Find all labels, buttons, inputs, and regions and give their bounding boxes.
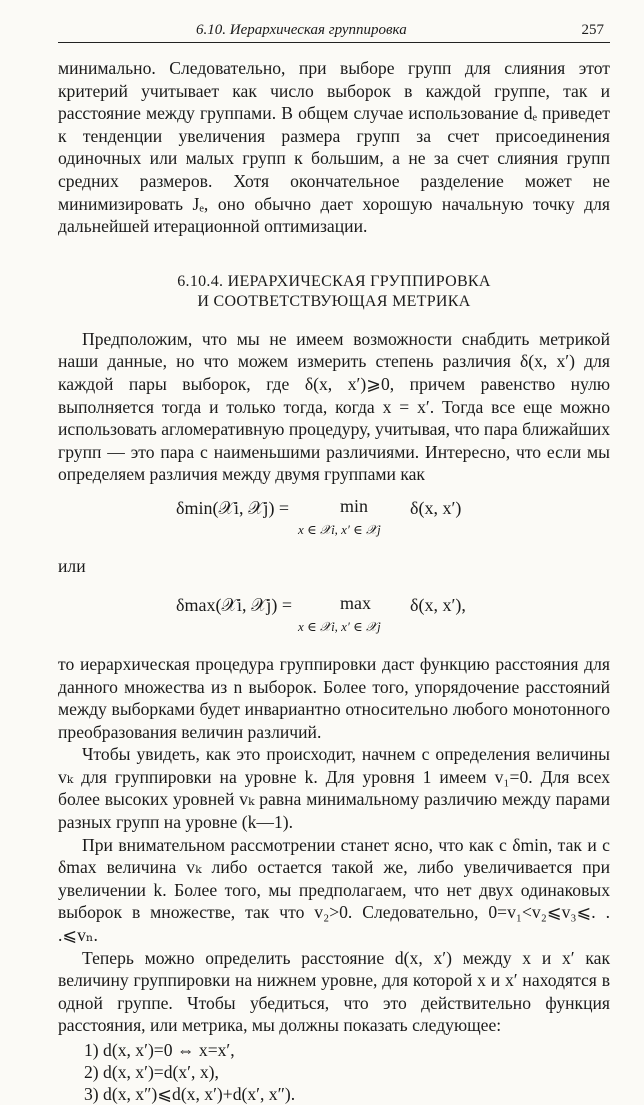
formula-min-operator: min xyxy=(340,495,369,516)
formula-max-operator: max xyxy=(340,592,371,613)
section-heading-line2: И СООТВЕТСТВУЮЩАЯ МЕТРИКА xyxy=(197,292,471,310)
list-item: 3) d(x, x″)⩽d(x, x′)+d(x′, x″). xyxy=(84,1084,296,1104)
list-item: 2) d(x, x′)=d(x′, x), xyxy=(84,1062,219,1082)
list-item: 1) d(x, x′)=0 ⇔ x=x′, xyxy=(84,1040,235,1060)
section-heading-line1: 6.10.4. ИЕРАРХИЧЕСКАЯ ГРУППИРОВКА xyxy=(177,272,491,290)
section-heading xyxy=(58,272,610,312)
paragraph-monotonic: При внимательном рассмотрении станет ясно, что как с δmin, так и с δmax величина vₖ либо остается такой же, либо увеличивается при увеличении k. Более того, мы предполагаем, что нет двух одинаковых выборок в множестве, так что v₂>0. Следовательно, 0=v₁<v₂⩽v₃⩽. . .⩽vₙ. xyxy=(58,834,610,946)
formula-min-rhs: δ(x, x′) xyxy=(410,497,462,518)
paragraph-levels: Чтобы увидеть, как это происходит, начнем с определения величины vₖ для группировки на уровне k. Для уровня 1 имеем v₁=0. Для всех более высоких уровней vₖ равна минимальному различию между парами разных групп на уровне (k—1). xyxy=(58,744,610,833)
formula-min-lhs: δmin(𝒳i, 𝒳j) = xyxy=(176,497,290,518)
formula-max-lhs: δmax(𝒳i, 𝒳j) = xyxy=(176,594,293,615)
formula-max-rhs: δ(x, x′), xyxy=(410,594,466,615)
formula-max-subscript: x ∈ 𝒳i, x′ ∈ 𝒳j xyxy=(298,618,381,634)
formula-min-subscript: x ∈ 𝒳i, x′ ∈ 𝒳j xyxy=(298,521,381,537)
header-title: 6.10. Иерархическая группировка xyxy=(196,22,407,38)
paragraph-continuation: минимально. Следовательно, при выборе групп для слияния этот критерий учитывает как число выборок в каждой группе, так и расстояние между группами. В общем случае использование dₑ приведет к тенденции увеличения размера групп за счет присоединения одиночных или малых групп к большим, а не за счет слияния групп средних размеров. Хотя окончательное разделение может не минимизировать Jₑ, оно обычно дает хорошую начальную точку для дальнейшей итерационной оптимизации. xyxy=(58,58,610,237)
page-number: 257 xyxy=(581,22,604,38)
paragraph-hierarchy: то иерархическая процедура группировки даст функцию расстояния для данного множества из n выборок. Более того, упорядочение расстояний между выборками будет инвариантно относительно любого монотонного преобразования величин различий. xyxy=(58,653,610,742)
formula-delta-max xyxy=(58,593,610,645)
formula-delta-min xyxy=(58,496,610,548)
running-header xyxy=(58,22,610,43)
or-label: или xyxy=(58,555,86,576)
metric-properties-list xyxy=(84,1039,610,1105)
book-page xyxy=(58,22,610,1105)
paragraph-metric: Теперь можно определить расстояние d(x, x′) между x и x′ как величину группировки на нижнем уровне, для которой x и x′ находятся в одной группе. Чтобы убедиться, что это действительно функция расстояния, или метрика, мы должны показать следующее: xyxy=(58,947,610,1036)
paragraph-intro: Предположим, что мы не имеем возможности снабдить метрикой наши данные, но что можем измерить степень различия δ(x, x′) для каждой пары выборок, где δ(x, x′)⩾0, причем равенство нулю выполняется тогда и только тогда, когда x = x′. Тогда все еще можно использовать агломеративную процедуру, учитывая, что пара ближайших групп — это пара с наименьшими различиями. Интересно, что если мы определяем различия между двумя группами как xyxy=(58,328,610,485)
